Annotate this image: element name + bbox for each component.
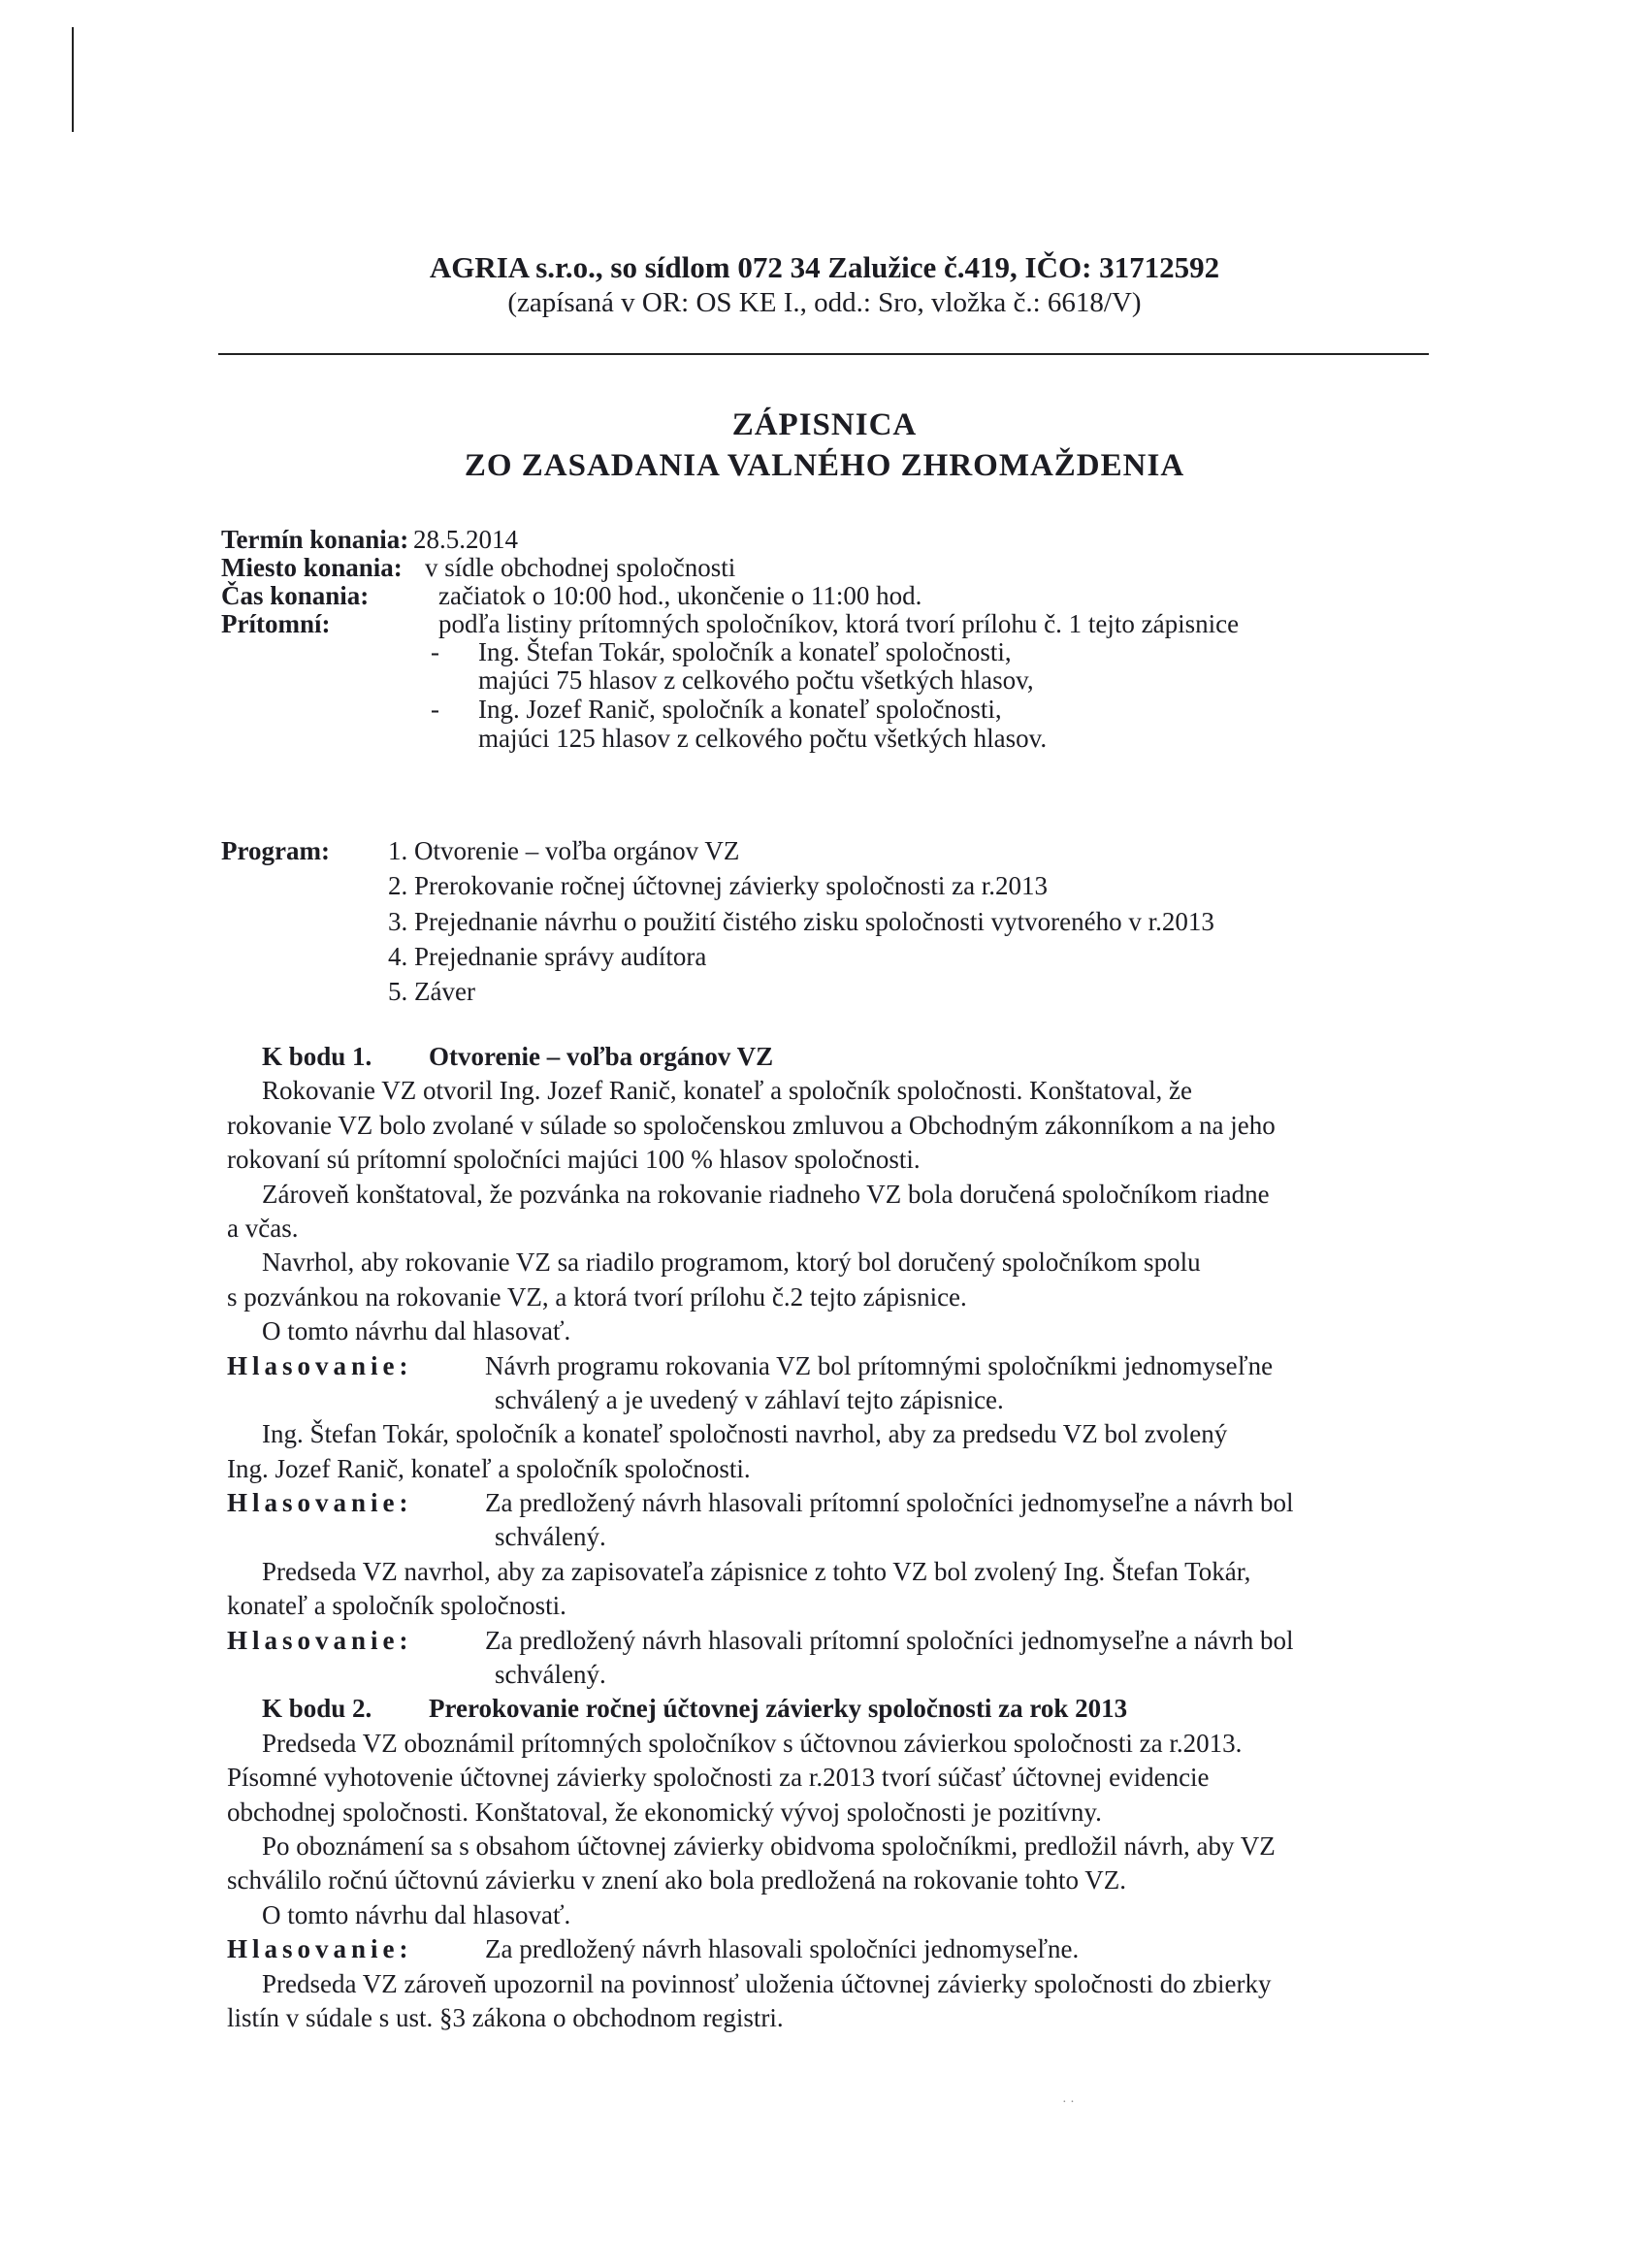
- present-item-2-line1: Ing. Jozef Ranič, spoločník a konateľ spoločnosti,: [478, 695, 1002, 724]
- voting-label: Hlasovanie:: [227, 1625, 413, 1655]
- document-subtitle: ZO ZASADANIA VALNÉHO ZHROMAŽDENIA: [464, 448, 1185, 483]
- company-header: AGRIA s.r.o., so sídlom 072 34 Zalužice č.419, IČO: 31712592: [429, 250, 1220, 284]
- line-text: Zároveň konštatoval, že pozvánka na rokovanie riadneho VZ bola doručená spoločníkom riadne: [262, 1179, 1270, 1209]
- line-text: O tomto návrhu dal hlasovať.: [262, 1899, 571, 1929]
- registry-info: (zapísaná v OR: OS KE I., odd.: Sro, vložka č.: 6618/V): [507, 287, 1142, 318]
- header-divider: [218, 353, 1429, 355]
- meta-time-label: [221, 581, 369, 611]
- line-text: Za predložený návrh hlasovali prítomní spoločníci jednomyseľne a návrh bol: [485, 1625, 1294, 1655]
- line-text: Navrhol, aby rokovanie VZ sa riadilo programom, ktorý bol doručený spoločníkom spolu: [262, 1247, 1201, 1278]
- body-line: [0, 1658, 1649, 1692]
- voting-label: Hlasovanie:: [227, 1350, 413, 1380]
- body-line: [0, 1589, 1649, 1623]
- body-line: [0, 2001, 1649, 2035]
- line-text: Za predložený návrh hlasovali prítomní spoločníci jednomyseľne a návrh bol: [485, 1488, 1294, 1518]
- body-line: [0, 1383, 1649, 1417]
- body-line: [0, 1520, 1649, 1554]
- line-text: schválený.: [495, 1660, 606, 1690]
- line-text: Ing. Štefan Tokár, spoločník a konateľ spoločnosti navrhol, aby za predsedu VZ bol zvolený: [262, 1419, 1228, 1449]
- label: Miesto konania:: [221, 553, 403, 582]
- program-item: 2. Prerokovanie ročnej účtovnej závierky spoločnosti za r.2013: [388, 871, 1049, 900]
- line-text: obchodnej spoločnosti. Konštatoval, že ekonomický vývoj spoločnosti je pozitívny.: [227, 1797, 1102, 1827]
- line-text: a včas.: [227, 1213, 299, 1243]
- meta-time-value: začiatok o 10:00 hod., ukončenie o 11:00 hod.: [438, 581, 922, 610]
- meta-date-label: [221, 525, 408, 555]
- body-line: [0, 1280, 1649, 1314]
- line-text: schválený a je uvedený v záhlaví tejto zápisnice.: [495, 1384, 1004, 1414]
- line-text: schválilo ročnú účtovnú závierku v znení ako bola predložená na rokovanie tohto VZ.: [227, 1865, 1126, 1895]
- line-text: Otvorenie – voľba orgánov VZ: [429, 1042, 774, 1071]
- section-number: K bodu 2.: [262, 1694, 372, 1724]
- body-line: [0, 1830, 1649, 1863]
- meta-present-label: [221, 609, 330, 639]
- line-text: rokovanie VZ bolo zvolané v súlade so spoločenskou zmluvou a Obchodným zákonníkom a na jeho: [227, 1110, 1276, 1140]
- body-line: [0, 1417, 1649, 1451]
- line-text: Písomné vyhotovenie účtovnej závierky spoločnosti za r.2013 tvorí súčasť účtovnej evidencie: [227, 1763, 1210, 1793]
- section-heading: [0, 1692, 1649, 1726]
- body-line: [0, 1967, 1649, 2001]
- line-text: Prerokovanie ročnej účtovnej závierky spoločnosti za rok 2013: [429, 1694, 1128, 1724]
- line-text: Po oboznámení sa s obsahom účtovnej závierky obidvoma spoločníkmi, predložil návrh, aby VZ: [262, 1831, 1276, 1861]
- document-title: ZÁPISNICA: [731, 407, 918, 442]
- body-line: [0, 1452, 1649, 1486]
- label: Prítomní:: [221, 609, 331, 638]
- meta-date-value: 28.5.2014: [413, 525, 518, 554]
- body-line: [0, 1143, 1649, 1177]
- body-line: [0, 1727, 1649, 1761]
- label: Termín konania:: [221, 525, 409, 554]
- body-line: [0, 1898, 1649, 1932]
- present-item-1-line2: majúci 75 hlasov z celkového počtu všetkých hlasov,: [478, 665, 1034, 695]
- line-text: listín v súdale s ust. §3 zákona o obchodnom registri.: [227, 2002, 784, 2032]
- line-text: s pozvánkou na rokovanie VZ, a ktorá tvorí prílohu č.2 tejto zápisnice.: [227, 1281, 967, 1312]
- present-item-1-line1: Ing. Štefan Tokár, spoločník a konateľ spoločnosti,: [478, 637, 1012, 666]
- line-text: Návrh programu rokovania VZ bol prítomnými spoločníkmi jednomyseľne: [485, 1350, 1274, 1380]
- minutes-body: [0, 1040, 1649, 2035]
- voting-line: [0, 1486, 1649, 1520]
- body-line: [0, 1246, 1649, 1280]
- program-label: [221, 836, 330, 866]
- voting-line: [0, 1349, 1649, 1383]
- voting-label: Hlasovanie:: [227, 1488, 413, 1518]
- program-item: 4. Prejednanie správy audítora: [388, 942, 707, 971]
- line-text: Predseda VZ oboznámil prítomných spoločníkov s účtovnou závierkou spoločnosti za r.2013.: [262, 1728, 1243, 1758]
- body-line: [0, 1761, 1649, 1795]
- bullet-dash: -: [431, 637, 439, 666]
- body-line: [0, 1863, 1649, 1897]
- line-text: Rokovanie VZ otvoril Ing. Jozef Ranič, konateľ a spoločník spoločnosti. Konštatoval, že: [262, 1076, 1193, 1106]
- meta-place-label: [221, 553, 403, 583]
- present-item-2-line2: majúci 125 hlasov z celkového počtu všetkých hlasov.: [478, 724, 1048, 753]
- program-item: 1. Otvorenie – voľba orgánov VZ: [388, 836, 740, 865]
- voting-line: [0, 1624, 1649, 1658]
- line-text: konateľ a spoločník spoločnosti.: [227, 1591, 566, 1621]
- program-item: 5. Záver: [388, 977, 475, 1006]
- body-line: [0, 1109, 1649, 1143]
- line-text: Predseda VZ navrhol, aby za zapisovateľa zápisnice z tohto VZ bol zvolený Ing. Štefan Tokár,: [262, 1556, 1251, 1586]
- body-line: [0, 1796, 1649, 1830]
- line-text: rokovaní sú prítomní spoločníci majúci 100 % hlasov spoločnosti.: [227, 1145, 921, 1175]
- section-heading: [0, 1040, 1649, 1074]
- bullet-dash: -: [431, 695, 439, 724]
- meta-place-value: v sídle obchodnej spoločnosti: [425, 553, 736, 582]
- scan-speck: · ·: [1062, 2095, 1075, 2110]
- line-text: O tomto návrhu dal hlasovať.: [262, 1316, 571, 1346]
- line-text: Predseda VZ zároveň upozornil na povinnosť uloženia účtovnej závierky spoločnosti do zbierky: [262, 1968, 1272, 1998]
- line-text: Ing. Jozef Ranič, konateľ a spoločník spoločnosti.: [227, 1453, 751, 1483]
- line-text: schválený.: [495, 1522, 606, 1552]
- voting-line: [0, 1932, 1649, 1966]
- voting-label: Hlasovanie:: [227, 1934, 413, 1964]
- program-item: 3. Prejednanie návrhu o použití čistého zisku spoločnosti vytvoreného v r.2013: [388, 907, 1214, 936]
- line-text: Za predložený návrh hlasovali spoločníci jednomyseľne.: [485, 1934, 1080, 1964]
- body-line: [0, 1314, 1649, 1348]
- meta-present-value: podľa listiny prítomných spoločníkov, ktorá tvorí prílohu č. 1 tejto zápisnice: [438, 609, 1240, 638]
- body-line: [0, 1212, 1649, 1246]
- body-line: [0, 1555, 1649, 1589]
- label: Program:: [221, 836, 330, 865]
- scan-artifact-line: [72, 27, 74, 132]
- section-number: K bodu 1.: [262, 1042, 372, 1071]
- label: Čas konania:: [221, 581, 370, 610]
- body-line: [0, 1074, 1649, 1108]
- body-line: [0, 1178, 1649, 1212]
